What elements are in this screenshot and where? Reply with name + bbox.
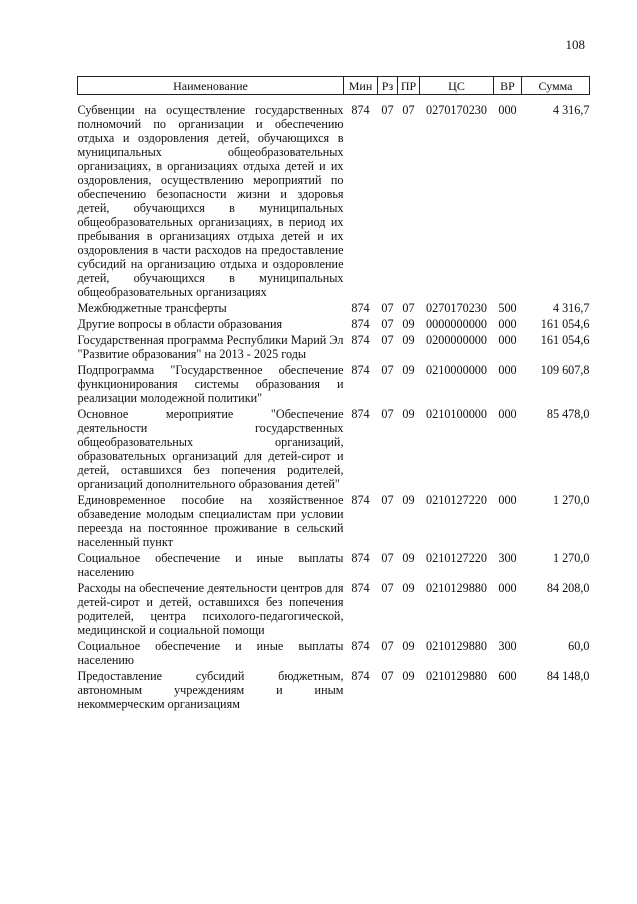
- cell-rz: 07: [381, 301, 394, 315]
- cell-sum: 1 270,0: [552, 493, 590, 507]
- column-header-min: Мин: [344, 77, 378, 95]
- cell-cs: 0270170230: [426, 103, 487, 117]
- cell-cs: 0210000000: [426, 363, 487, 377]
- budget-table: [77, 76, 590, 713]
- cell-sum: 109 607,8: [540, 363, 590, 377]
- cell-vr: 000: [498, 103, 517, 117]
- cell-sum: 84 208,0: [546, 581, 590, 595]
- cell-name: Социальное обеспечение и иные выплаты населению: [77, 551, 344, 579]
- table-row: [78, 581, 590, 639]
- cell-min: 874: [351, 333, 370, 347]
- cell-min: 874: [351, 669, 370, 683]
- cell-pr: 09: [402, 669, 415, 683]
- cell-cs: 0270170230: [426, 301, 487, 315]
- table-header-row: [78, 77, 590, 95]
- cell-cs: 0210127220: [426, 551, 487, 565]
- cell-min: 874: [351, 103, 370, 117]
- cell-vr: 000: [498, 581, 517, 595]
- table-row: [78, 639, 590, 669]
- cell-vr: 000: [498, 333, 517, 347]
- cell-sum: 161 054,6: [540, 333, 590, 347]
- cell-name: Субвенции на осуществление государственных полномочий по организации и обеспечению отдыха и оздоровления детей, обучающихся в муниципальных общеобразовательных организациях, в организациях отдыха детей и их оздоровления, осуществлению мероприятий по обеспечению безопасности жизни и здоровья детей, обучающихся в муниципальных общеобразовательных организациях, в период их пребывания в организациях отдыха детей и их оздоровления в части расходов на предоставление субсидий на организацию отдыха и оздоровление детей, обучающихся в муниципальных общеобразовательных организациях: [77, 103, 344, 299]
- cell-rz: 07: [381, 581, 394, 595]
- cell-cs: 0210129880: [426, 639, 487, 653]
- cell-pr: 09: [402, 639, 415, 653]
- cell-sum: 60,0: [568, 639, 590, 653]
- table-row: [78, 95, 590, 302]
- cell-vr: 000: [498, 407, 517, 421]
- cell-pr: 07: [402, 301, 415, 315]
- cell-min: 874: [351, 363, 370, 377]
- cell-cs: 0210129880: [426, 581, 487, 595]
- column-header-pr: ПР: [398, 77, 420, 95]
- table-row: [78, 317, 590, 333]
- column-header-sum: Сумма: [522, 77, 590, 95]
- table-row: [78, 551, 590, 581]
- column-header-name: Наименование: [78, 77, 344, 95]
- cell-sum: 161 054,6: [540, 317, 590, 331]
- cell-pr: 09: [402, 317, 415, 331]
- cell-pr: 09: [402, 551, 415, 565]
- cell-name: Предоставление субсидий бюджетным, автономным учреждениям и иным некоммерческим организациям: [77, 669, 344, 711]
- cell-name: Единовременное пособие на хозяйственное обзаведение молодым специалистам при условии переезда на постоянное проживание в сельский населенный пункт: [77, 493, 344, 549]
- cell-vr: 500: [498, 301, 517, 315]
- cell-rz: 07: [381, 493, 394, 507]
- cell-min: 874: [351, 551, 370, 565]
- cell-vr: 000: [498, 363, 517, 377]
- cell-pr: 09: [402, 493, 415, 507]
- cell-pr: 09: [402, 363, 415, 377]
- cell-cs: 0210100000: [426, 407, 487, 421]
- cell-vr: 000: [498, 493, 517, 507]
- cell-pr: 09: [402, 333, 415, 347]
- table-row: [78, 407, 590, 493]
- cell-cs: 0210129880: [426, 669, 487, 683]
- cell-min: 874: [351, 407, 370, 421]
- cell-rz: 07: [381, 639, 394, 653]
- cell-rz: 07: [381, 333, 394, 347]
- cell-min: 874: [351, 493, 370, 507]
- cell-vr: 000: [498, 317, 517, 331]
- cell-pr: 09: [402, 581, 415, 595]
- table-row: [78, 363, 590, 407]
- cell-cs: 0000000000: [426, 317, 487, 331]
- column-header-rz: Рз: [378, 77, 398, 95]
- cell-cs: 0200000000: [426, 333, 487, 347]
- cell-sum: 1 270,0: [552, 551, 590, 565]
- cell-rz: 07: [381, 669, 394, 683]
- cell-name: Межбюджетные трансферты: [77, 301, 227, 315]
- cell-name: Основное мероприятие "Обеспечение деятельности государственных общеобразовательных организаций, образовательных организаций для детей-сирот и детей, оставшихся без попечения родителей, организаций дополнительного образования детей": [77, 407, 344, 491]
- cell-rz: 07: [381, 317, 394, 331]
- table-row: [78, 669, 590, 713]
- cell-min: 874: [351, 581, 370, 595]
- cell-rz: 07: [381, 363, 394, 377]
- table-body: [78, 95, 590, 714]
- cell-sum: 85 478,0: [546, 407, 590, 421]
- cell-rz: 07: [381, 407, 394, 421]
- cell-min: 874: [351, 639, 370, 653]
- cell-sum: 84 148,0: [546, 669, 590, 683]
- cell-name: Социальное обеспечение и иные выплаты населению: [77, 639, 344, 667]
- cell-name: Расходы на обеспечение деятельности центров для детей-сирот и детей, оставшихся без попечения родителей, центра психолого-педагогической, медицинской и социальной помощи: [77, 581, 344, 637]
- column-header-cs: ЦС: [420, 77, 494, 95]
- page-number: 108: [565, 37, 585, 52]
- cell-sum: 4 316,7: [552, 103, 590, 117]
- cell-sum: 4 316,7: [552, 301, 590, 315]
- cell-name: Другие вопросы в области образования: [77, 317, 283, 331]
- table-row: [78, 333, 590, 363]
- cell-pr: 09: [402, 407, 415, 421]
- cell-rz: 07: [381, 103, 394, 117]
- cell-min: 874: [351, 317, 370, 331]
- cell-name: Подпрограмма "Государственное обеспечение функционирования системы образования и реализации молодежной политики": [77, 363, 344, 405]
- table-row: [78, 493, 590, 551]
- cell-vr: 600: [498, 669, 517, 683]
- cell-vr: 300: [498, 639, 517, 653]
- table-row: [78, 301, 590, 317]
- cell-min: 874: [351, 301, 370, 315]
- cell-name: Государственная программа Республики Марий Эл "Развитие образования" на 2013 - 2025 годы: [77, 333, 344, 361]
- cell-vr: 300: [498, 551, 517, 565]
- cell-pr: 07: [402, 103, 415, 117]
- cell-cs: 0210127220: [426, 493, 487, 507]
- cell-rz: 07: [381, 551, 394, 565]
- column-header-vr: ВР: [494, 77, 522, 95]
